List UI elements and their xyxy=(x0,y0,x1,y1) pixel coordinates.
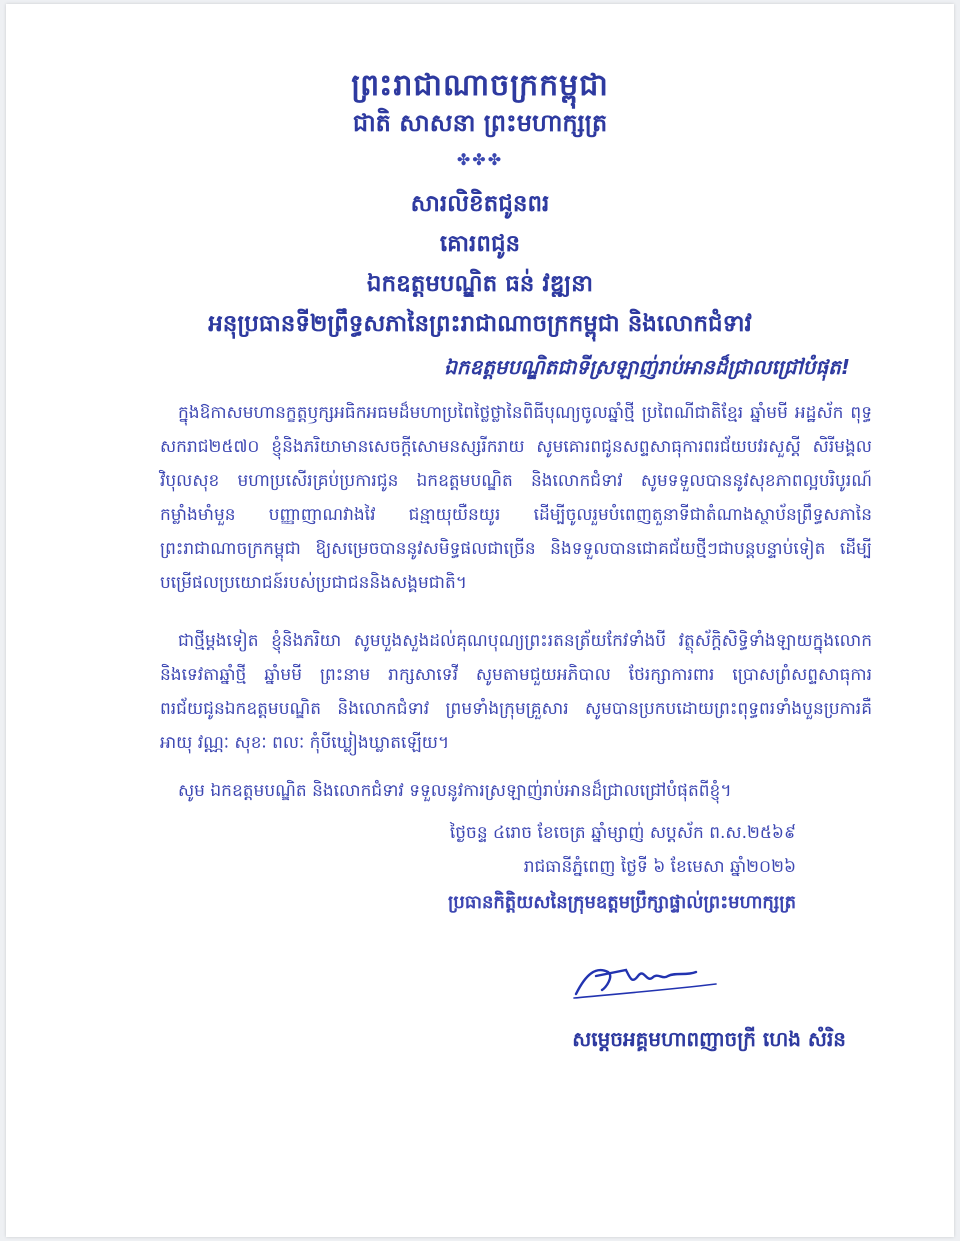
body-paragraph-2 xyxy=(160,624,872,760)
lunar-date: ថ្ងៃចន្ទ ៤រោច ខែចេត្រ ឆ្នាំម្សាញ់ សប្តស័ក ព.ស.២៥៦៩ xyxy=(449,823,796,843)
paragraph-3-text: សូម ឯកឧត្តមបណ្ឌិត និងលោកជំទាវ ទទួលនូវការស្រឡាញ់រាប់អានដ៏ជ្រាលជ្រៅបំផុតពីខ្ញុំ។ xyxy=(178,781,732,801)
body-paragraph-1 xyxy=(160,396,872,600)
paragraph-2-text: ជាថ្មីម្តងទៀត ខ្ញុំនិងភរិយា សូមបួងសួងដល់គុណបុណ្យព្រះរតនត្រ័យកែវទាំងបី វត្ថុស័ក្តិសិទ្ធិទាំងឡាយក្នុងលោក និងទេវតាឆ្នាំថ្មី ឆ្នាំមមី ព្រះនាម រាក្សសាទេវី សូមតាមជួយអភិបាល ថែរក្សាការពារ ប្រោសព្រំសព្ទសាធុការពរជ័យជូនឯកឧត្តមបណ្ឌិត និងលោកជំទាវ ព្រមទាំងក្រុមគ្រួសារ សូមបានប្រកបដោយព្រះពុទ្ធពរទាំងបួនប្រការគឺ អាយុ វណ្ណៈ សុខៈ ពលៈ កុំបីឃ្លៀងឃ្លាតឡើយ។ xyxy=(160,631,872,753)
signer-name: សម្តេចអគ្គមហាពញាចក្រី ហេង សំរិន xyxy=(572,1027,846,1051)
recipient-title: អនុប្រធានទី២ព្រឹទ្ធសភានៃព្រះរាជាណាចក្រកម្ពុជា និងលោកជំទាវ xyxy=(208,311,752,337)
body-paragraph-3 xyxy=(160,774,872,808)
sender-position: ប្រធានកិត្តិយសនៃក្រុមឧត្តមប្រឹក្សាផ្ទាល់ព្រះមហាក្សត្រ xyxy=(448,892,796,913)
letter-sheet xyxy=(6,4,954,1237)
handwritten-signature xyxy=(566,954,726,1004)
paragraph-1-text: ក្នុងឱកាសមហានក្ខត្តឫក្សអធិកអធមដ៏មហាប្រពៃថ្លៃថ្លានៃពិធីបុណ្យចូលឆ្នាំថ្មី ប្រពៃណីជាតិខ្មែរ ឆ្នាំមមី អដ្ឋស័ក ពុទ្ធសករាជ២៥៧០ ខ្ញុំនិងភរិយាមានសេចក្តីសោមនស្សរីករាយ សូមគោរពជូនសព្ទសាធុការពរជ័យបវរសួស្តី សិរីមង្គល វិបុលសុខ មហាប្រសើរគ្រប់ប្រការជូន ឯកឧត្តមបណ្ឌិត និងលោកជំទាវ សូមទទួលបាននូវសុខភាពល្អបរិបូរណ៍ កម្លាំងមាំមួន បញ្ញាញាណវាងវៃ ជន្មាយុយឺនយូរ ដើម្បីចូលរួមបំពេញតួនាទីជាតំណាងស្ថាប័នព្រឹទ្ធសភានៃព្រះរាជាណាចក្រកម្ពុជា ឱ្យសម្រេចបាននូវសមិទ្ធផលជាច្រើន និងទទួលបានជោគជ័យថ្មីៗជាបន្តបន្ទាប់ទៀត ដើម្បីបម្រើផលប្រយោជន៍របស់ប្រជាជននិងសង្គមជាតិ។ xyxy=(160,403,872,593)
national-motto: ជាតិ សាសនា ព្រះមហាក្សត្រ xyxy=(352,109,608,137)
ornament-divider: ✤✤✤ xyxy=(456,150,504,169)
kingdom-heading: ព្រះរាជាណាចក្រកម្ពុជា xyxy=(351,68,609,103)
solar-date: រាជធានីភ្នំពេញ ថ្ងៃទី ៦ ខែមេសា ឆ្នាំ២០២៦ xyxy=(523,857,796,877)
letter-type-title: សារលិខិតជូនពរ xyxy=(410,191,550,217)
respect-line: គោរពជូន xyxy=(439,231,521,257)
salutation: ឯកឧត្តមបណ្ឌិតជាទីស្រឡាញ់រាប់អានដ៏ជ្រាលជ្រៅបំផុត! xyxy=(444,355,850,379)
recipient-name: ឯកឧត្តមបណ្ឌិត ធន់ វឌ្ឍនា xyxy=(366,271,594,297)
